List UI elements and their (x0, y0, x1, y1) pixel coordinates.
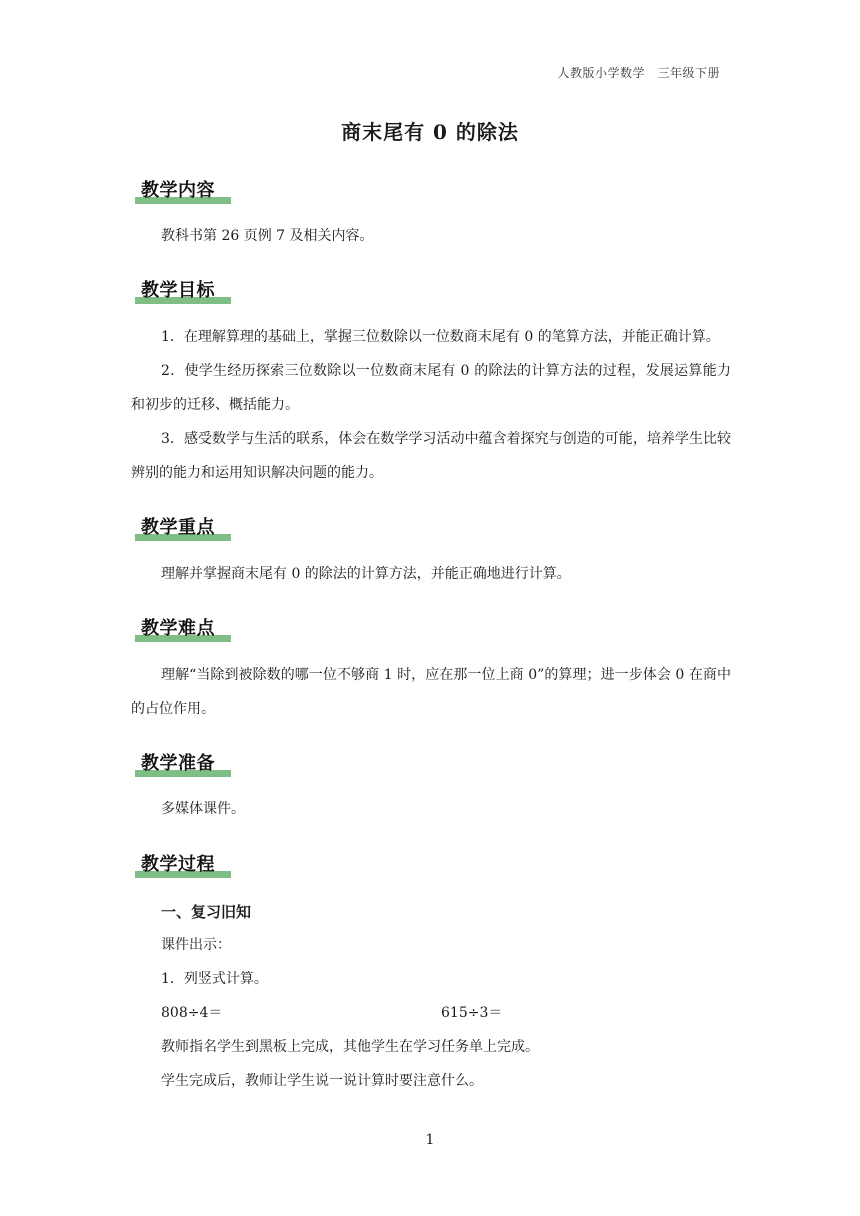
section-heading-label: 教学难点 (141, 618, 215, 639)
running-header: 人教版小学数学 三年级下册 (557, 66, 720, 80)
difficulties-text: 理解“当除到被除数的哪一位不够商 1 时，应在那一位上商 0”的算理；进一步体会 0 在商中的占位作用。 (131, 667, 731, 717)
courseware-line: 课件出示： (161, 937, 231, 953)
section-heading-label: 教学过程 (141, 854, 215, 875)
goal-item-2: 2．使学生经历探索三位数除以一位数商末尾有 0 的除法的计算方法的过程，发展运算能力和初步的迁移、概括能力。 (131, 363, 731, 413)
teacher-line: 教师指名学生到黑板上完成，其他学生在学习任务单上完成。 (161, 1039, 539, 1055)
key-points-text: 理解并掌握商末尾有 0 的除法的计算方法，并能正确地进行计算。 (161, 566, 571, 582)
page-title: 商末尾有 0 的除法 (341, 120, 519, 144)
section-heading-label: 教学目标 (141, 280, 215, 301)
expression-1: 808÷4＝ (161, 1005, 223, 1021)
process-sub-heading: 一、复习旧知 (161, 903, 252, 921)
content-text: 教科书第 26 页例 7 及相关内容。 (161, 228, 374, 244)
expression-2: 615÷3＝ (441, 1005, 503, 1021)
preparation-text: 多媒体课件。 (161, 801, 245, 817)
section-heading-label: 教学重点 (141, 517, 215, 538)
section-heading-label: 教学内容 (141, 180, 215, 201)
goal-item-3: 3．感受数学与生活的联系，体会在数学学习活动中蕴含着探究与创造的可能，培养学生比较辨别的能力和运用知识解决问题的能力。 (131, 431, 731, 481)
page-number: 1 (425, 1132, 435, 1148)
task-line: 1．列竖式计算。 (161, 971, 268, 987)
after-line: 学生完成后，教师让学生说一说计算时要注意什么。 (161, 1073, 483, 1089)
section-heading-label: 教学准备 (141, 753, 215, 774)
goal-item-1: 1．在理解算理的基础上，掌握三位数除以一位数商末尾有 0 的笔算方法，并能正确计算。 (161, 329, 720, 345)
